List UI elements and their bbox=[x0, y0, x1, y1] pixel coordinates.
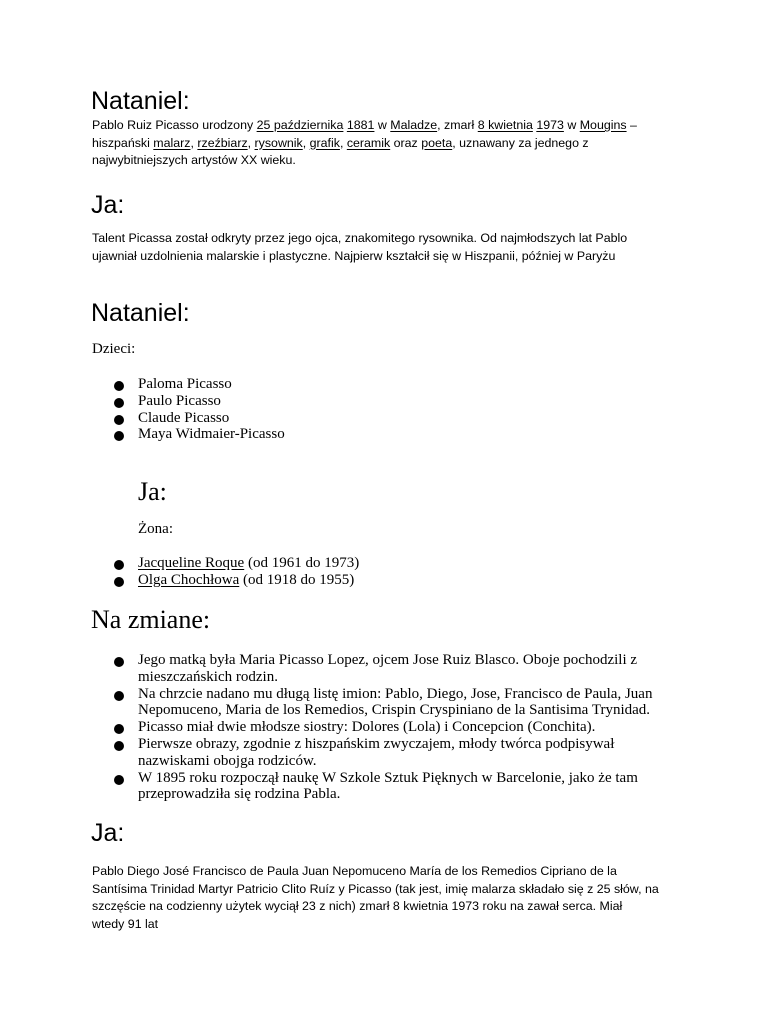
text-fragment: oraz bbox=[390, 135, 422, 150]
bullet-icon bbox=[114, 398, 124, 408]
heading-nataniel-2: Nataniel: bbox=[91, 299, 190, 327]
wife-years: (od 1918 do 1955) bbox=[239, 571, 355, 588]
bullet-icon bbox=[114, 724, 124, 734]
child-name: Maya Widmaier-Picasso bbox=[138, 426, 285, 443]
bio-line-2 bbox=[92, 135, 637, 153]
heading-na-zmiane: Na zmiane: bbox=[91, 605, 211, 634]
full-name-line-3: szczęście na codzienny użytek wyciął 23 z nich) zmarł 8 kwietnia 1973 roku na zawał serca. Miał bbox=[92, 899, 623, 913]
list-item bbox=[112, 555, 359, 572]
link-malarz[interactable]: malarz bbox=[153, 135, 191, 150]
text-fragment: – bbox=[626, 118, 637, 132]
link-wife-name[interactable]: Jacqueline Roque bbox=[138, 555, 245, 571]
fact-line: W 1895 roku rozpoczął naukę W Szkole Sztuk Pięknych w Barcelonie, jako że tam bbox=[138, 769, 638, 786]
list-item bbox=[112, 393, 285, 410]
full-name-line-4: wtedy 91 lat bbox=[92, 916, 159, 931]
fact-line: Pierwsze obrazy, zgodnie z hiszpańskim zwyczajem, młody twórca podpisywał bbox=[138, 735, 615, 752]
talent-line-1: Talent Picassa został odkryty przez jego ojca, znakomitego rysownika. Od najmłodszych lat Pablo bbox=[92, 231, 628, 245]
link-ceramik[interactable]: ceramik bbox=[346, 135, 391, 150]
link-death-place[interactable]: Mougins bbox=[579, 118, 627, 132]
child-name: Paloma Picasso bbox=[138, 376, 232, 392]
paragraph-full-name bbox=[92, 863, 659, 933]
list-item bbox=[112, 376, 285, 393]
heading-ja-3: Ja: bbox=[91, 819, 125, 847]
link-birth-place[interactable]: Maladze bbox=[390, 118, 438, 132]
link-birth-year[interactable]: 1881 bbox=[346, 118, 375, 132]
bullet-icon bbox=[114, 741, 124, 751]
text-fragment: , bbox=[302, 135, 310, 150]
fact-line: Picasso miał dwie młodsze siostry: Dolores (Lola) i Concepcion (Conchita). bbox=[138, 719, 596, 736]
paragraph-bio bbox=[92, 117, 637, 170]
bullet-icon bbox=[114, 657, 124, 667]
full-name-line-2: Santísima Trinidad Martyr Patricio Clito Ruíz y Picasso (tak jest, imię malarza składało się z 25 słów, na bbox=[92, 881, 659, 896]
bullet-icon bbox=[114, 691, 124, 701]
list-item bbox=[112, 686, 652, 720]
wife-label: Żona: bbox=[138, 521, 173, 537]
bio-line-3: najwybitniejszych artystów XX wieku. bbox=[92, 153, 296, 167]
text-fragment: , zmarł bbox=[437, 118, 478, 132]
children-list bbox=[112, 376, 285, 443]
link-birth-date[interactable]: 25 października bbox=[256, 118, 344, 132]
bullet-icon bbox=[114, 577, 124, 587]
paragraph-talent bbox=[92, 230, 627, 265]
bullet-icon bbox=[114, 415, 124, 425]
list-item bbox=[112, 410, 285, 427]
fact-line: przeprowadziła się rodzina Pabla. bbox=[138, 786, 341, 803]
text-fragment: Pablo Ruiz Picasso urodzony bbox=[92, 118, 257, 132]
text-fragment: , bbox=[339, 135, 347, 150]
fact-line: Jego matką była Maria Picasso Lopez, ojcem Jose Ruiz Blasco. Oboje pochodzili z bbox=[138, 652, 638, 668]
bullet-icon bbox=[114, 775, 124, 785]
heading-ja-1: Ja: bbox=[91, 191, 125, 219]
facts-list bbox=[112, 652, 652, 803]
link-grafik[interactable]: grafik bbox=[309, 135, 340, 150]
text-fragment: , uznawany za jednego z bbox=[452, 135, 589, 150]
text-fragment: , bbox=[190, 135, 198, 150]
bio-line-1 bbox=[92, 117, 637, 135]
link-death-date[interactable]: 8 kwietnia bbox=[477, 118, 533, 132]
link-wife-name[interactable]: Olga Chochłowa bbox=[138, 571, 240, 588]
fact-line: Na chrzcie nadano mu długą listę imion: Pablo, Diego, Jose, Francisco de Paula, Juan bbox=[138, 685, 653, 702]
heading-ja-2: Ja: bbox=[138, 477, 167, 506]
text-fragment: w bbox=[374, 118, 391, 132]
list-item bbox=[112, 736, 652, 770]
child-name: Claude Picasso bbox=[138, 409, 230, 426]
list-item bbox=[112, 652, 652, 686]
text-fragment: hiszpański bbox=[92, 135, 154, 150]
list-item bbox=[112, 719, 652, 736]
bullet-icon bbox=[114, 431, 124, 441]
text-fragment: w bbox=[563, 118, 580, 132]
fact-line: Nepomuceno, Maria de los Remedios, Crispin Cryspiniano de la Santisima Trynidad. bbox=[138, 702, 651, 719]
link-death-year[interactable]: 1973 bbox=[536, 118, 564, 132]
talent-line-2: ujawniał uzdolnienia malarskie i plastyczne. Najpierw kształcił się w Hiszpanii, później w Paryżu bbox=[92, 248, 616, 263]
wives-list bbox=[112, 555, 359, 589]
link-poeta[interactable]: poeta bbox=[421, 135, 453, 150]
text-fragment: , bbox=[247, 135, 255, 150]
wife-years: (od 1961 do 1973) bbox=[244, 555, 360, 571]
full-name-line-1: Pablo Diego José Francisco de Paula Juan Nepomuceno María de los Remedios Cipriano de la bbox=[92, 864, 617, 878]
list-item bbox=[112, 572, 359, 589]
children-label: Dzieci: bbox=[92, 341, 136, 357]
list-item bbox=[112, 426, 285, 443]
child-name: Paulo Picasso bbox=[138, 392, 221, 409]
fact-line: mieszczańskich rodzin. bbox=[138, 668, 278, 685]
link-rzezbiarz[interactable]: rzeźbiarz bbox=[197, 135, 248, 150]
heading-nataniel-1: Nataniel: bbox=[91, 87, 190, 115]
fact-line: nazwiskami obojga rodziców. bbox=[138, 752, 317, 769]
bullet-icon bbox=[114, 381, 124, 391]
link-rysownik[interactable]: rysownik bbox=[254, 135, 303, 150]
bullet-icon bbox=[114, 560, 124, 570]
list-item bbox=[112, 770, 652, 804]
